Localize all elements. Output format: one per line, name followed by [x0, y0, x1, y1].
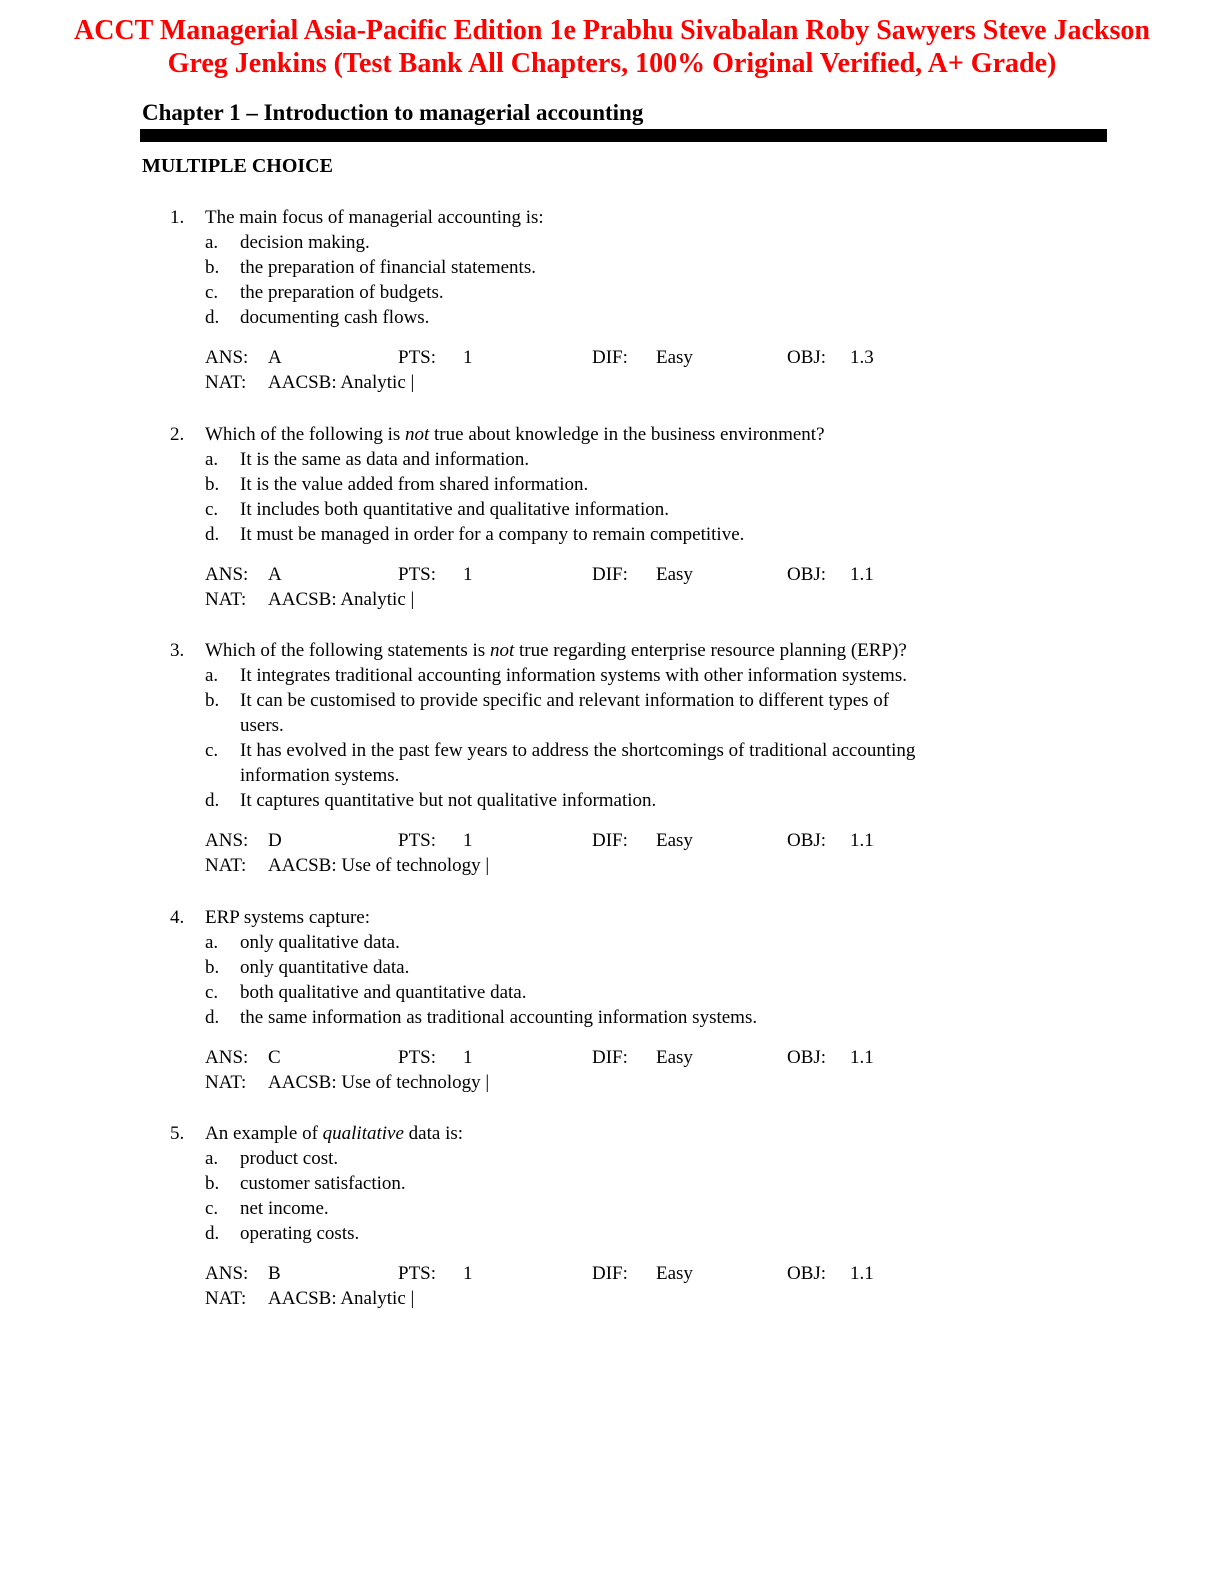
difficulty-value: Easy: [656, 347, 693, 368]
option-letter: a.: [205, 449, 219, 470]
option-text: the same information as traditional accounting information systems.: [240, 1007, 758, 1028]
chapter-divider: [140, 129, 1107, 142]
option-letter: a.: [205, 1148, 219, 1169]
nat-value: AACSB: Use of technology |: [268, 1072, 490, 1093]
option-text: information systems.: [240, 765, 400, 786]
option-letter: d.: [205, 1007, 220, 1028]
banner-line-2: Greg Jenkins (Test Bank All Chapters, 100% Original Verified, A+ Grade): [167, 48, 1057, 79]
question-stem-text: Which of the following statements is: [205, 640, 490, 661]
points-value: 1: [463, 564, 473, 585]
option-letter: c.: [205, 499, 219, 520]
option-letter: c.: [205, 282, 219, 303]
question-stem: [205, 1121, 463, 1146]
answer-value: B: [268, 1263, 281, 1284]
nat-label: NAT:: [205, 589, 247, 610]
question-stem-emphasis: qualitative: [322, 1123, 404, 1144]
question-stem: [205, 205, 544, 230]
objective-value: 1.1: [850, 564, 874, 585]
document-banner: [0, 14, 1224, 80]
nat-value: AACSB: Analytic |: [268, 372, 415, 393]
difficulty-value: Easy: [656, 830, 693, 851]
difficulty-label: DIF:: [592, 830, 628, 851]
option-letter: c.: [205, 740, 219, 761]
question-stem-emphasis: not: [489, 640, 515, 661]
section-heading: MULTIPLE CHOICE: [142, 155, 333, 177]
question-stem-text: The main focus of managerial accounting is:: [205, 207, 544, 228]
points-label: PTS:: [398, 564, 437, 585]
option-letter: b.: [205, 690, 220, 711]
option-letter: b.: [205, 957, 220, 978]
question-stem-text-end: data is:: [403, 1123, 464, 1144]
chapter-title: Chapter 1 – Introduction to managerial accounting: [142, 100, 644, 125]
option-text: It has evolved in the past few years to address the shortcomings of traditional accounting: [240, 740, 916, 761]
question-stem-text-end: true about knowledge in the business environment?: [429, 424, 825, 445]
nat-label: NAT:: [205, 372, 247, 393]
points-label: PTS:: [398, 1047, 437, 1068]
option-text: the preparation of budgets.: [240, 282, 444, 303]
nat-label: NAT:: [205, 855, 247, 876]
difficulty-label: DIF:: [592, 564, 628, 585]
question-number: 5.: [170, 1123, 185, 1144]
option-text: documenting cash flows.: [240, 307, 430, 328]
answer-value: C: [268, 1047, 281, 1068]
option-letter: d.: [205, 1223, 220, 1244]
question-stem: [205, 638, 907, 663]
question-stem: [205, 422, 825, 447]
answer-value: A: [268, 347, 282, 368]
difficulty-label: DIF:: [592, 347, 628, 368]
option-text: It must be managed in order for a company to remain competitive.: [240, 524, 745, 545]
question-stem: [205, 905, 370, 930]
question-number: 1.: [170, 207, 185, 228]
answer-value: D: [268, 830, 282, 851]
objective-value: 1.1: [850, 830, 874, 851]
option-text: It is the value added from shared information.: [240, 474, 589, 495]
option-text: only quantitative data.: [240, 957, 410, 978]
objective-value: 1.1: [850, 1047, 874, 1068]
answer-label: ANS:: [205, 830, 249, 851]
points-label: PTS:: [398, 830, 437, 851]
nat-value: AACSB: Analytic |: [268, 589, 415, 610]
option-letter: a.: [205, 665, 219, 686]
points-value: 1: [463, 1263, 473, 1284]
option-text: net income.: [240, 1198, 329, 1219]
objective-value: 1.3: [850, 347, 874, 368]
option-letter: a.: [205, 932, 219, 953]
answer-label: ANS:: [205, 1263, 249, 1284]
option-text: product cost.: [240, 1148, 339, 1169]
objective-label: OBJ:: [787, 564, 827, 585]
question-number: 4.: [170, 907, 185, 928]
option-text: It can be customised to provide specific and relevant information to different types of: [240, 690, 890, 711]
points-value: 1: [463, 1047, 473, 1068]
question-stem-emphasis: not: [405, 424, 430, 445]
option-text: decision making.: [240, 232, 370, 253]
difficulty-value: Easy: [656, 1047, 693, 1068]
nat-value: AACSB: Use of technology |: [268, 855, 490, 876]
option-text: It includes both quantitative and qualitative information.: [240, 499, 669, 520]
points-label: PTS:: [398, 1263, 437, 1284]
points-label: PTS:: [398, 347, 437, 368]
objective-label: OBJ:: [787, 1263, 827, 1284]
option-letter: a.: [205, 232, 219, 253]
answer-label: ANS:: [205, 564, 249, 585]
difficulty-label: DIF:: [592, 1263, 628, 1284]
nat-value: AACSB: Analytic |: [268, 1288, 415, 1309]
option-text: operating costs.: [240, 1223, 360, 1244]
objective-value: 1.1: [850, 1263, 874, 1284]
option-letter: d.: [205, 524, 220, 545]
answer-label: ANS:: [205, 347, 249, 368]
banner-line-1: ACCT Managerial Asia-Pacific Edition 1e Prabhu Sivabalan Roby Sawyers Steve Jackson: [74, 15, 1150, 46]
option-text: only qualitative data.: [240, 932, 400, 953]
points-value: 1: [463, 347, 473, 368]
points-value: 1: [463, 830, 473, 851]
difficulty-value: Easy: [656, 564, 693, 585]
nat-label: NAT:: [205, 1072, 247, 1093]
option-letter: d.: [205, 790, 220, 811]
difficulty-label: DIF:: [592, 1047, 628, 1068]
option-letter: b.: [205, 474, 220, 495]
question-stem-text: ERP systems capture:: [205, 907, 370, 928]
question-stem-text: Which of the following is: [205, 424, 405, 445]
difficulty-value: Easy: [656, 1263, 693, 1284]
objective-label: OBJ:: [787, 1047, 827, 1068]
option-letter: b.: [205, 1173, 220, 1194]
question-stem-text-end: true regarding enterprise resource planning (ERP)?: [514, 640, 907, 661]
nat-label: NAT:: [205, 1288, 247, 1309]
answer-label: ANS:: [205, 1047, 249, 1068]
option-text: It integrates traditional accounting information systems with other information systems.: [240, 665, 907, 686]
option-text: It is the same as data and information.: [240, 449, 530, 470]
option-letter: b.: [205, 257, 220, 278]
option-letter: c.: [205, 1198, 219, 1219]
option-text: both qualitative and quantitative data.: [240, 982, 527, 1003]
option-letter: c.: [205, 982, 219, 1003]
objective-label: OBJ:: [787, 347, 827, 368]
question-number: 3.: [170, 640, 185, 661]
answer-value: A: [268, 564, 282, 585]
option-text: It captures quantitative but not qualitative information.: [240, 790, 657, 811]
objective-label: OBJ:: [787, 830, 827, 851]
option-text: customer satisfaction.: [240, 1173, 406, 1194]
option-text: users.: [240, 715, 284, 736]
question-number: 2.: [170, 424, 185, 445]
option-letter: d.: [205, 307, 220, 328]
question-stem-text: An example of: [205, 1123, 323, 1144]
option-text: the preparation of financial statements.: [240, 257, 536, 278]
